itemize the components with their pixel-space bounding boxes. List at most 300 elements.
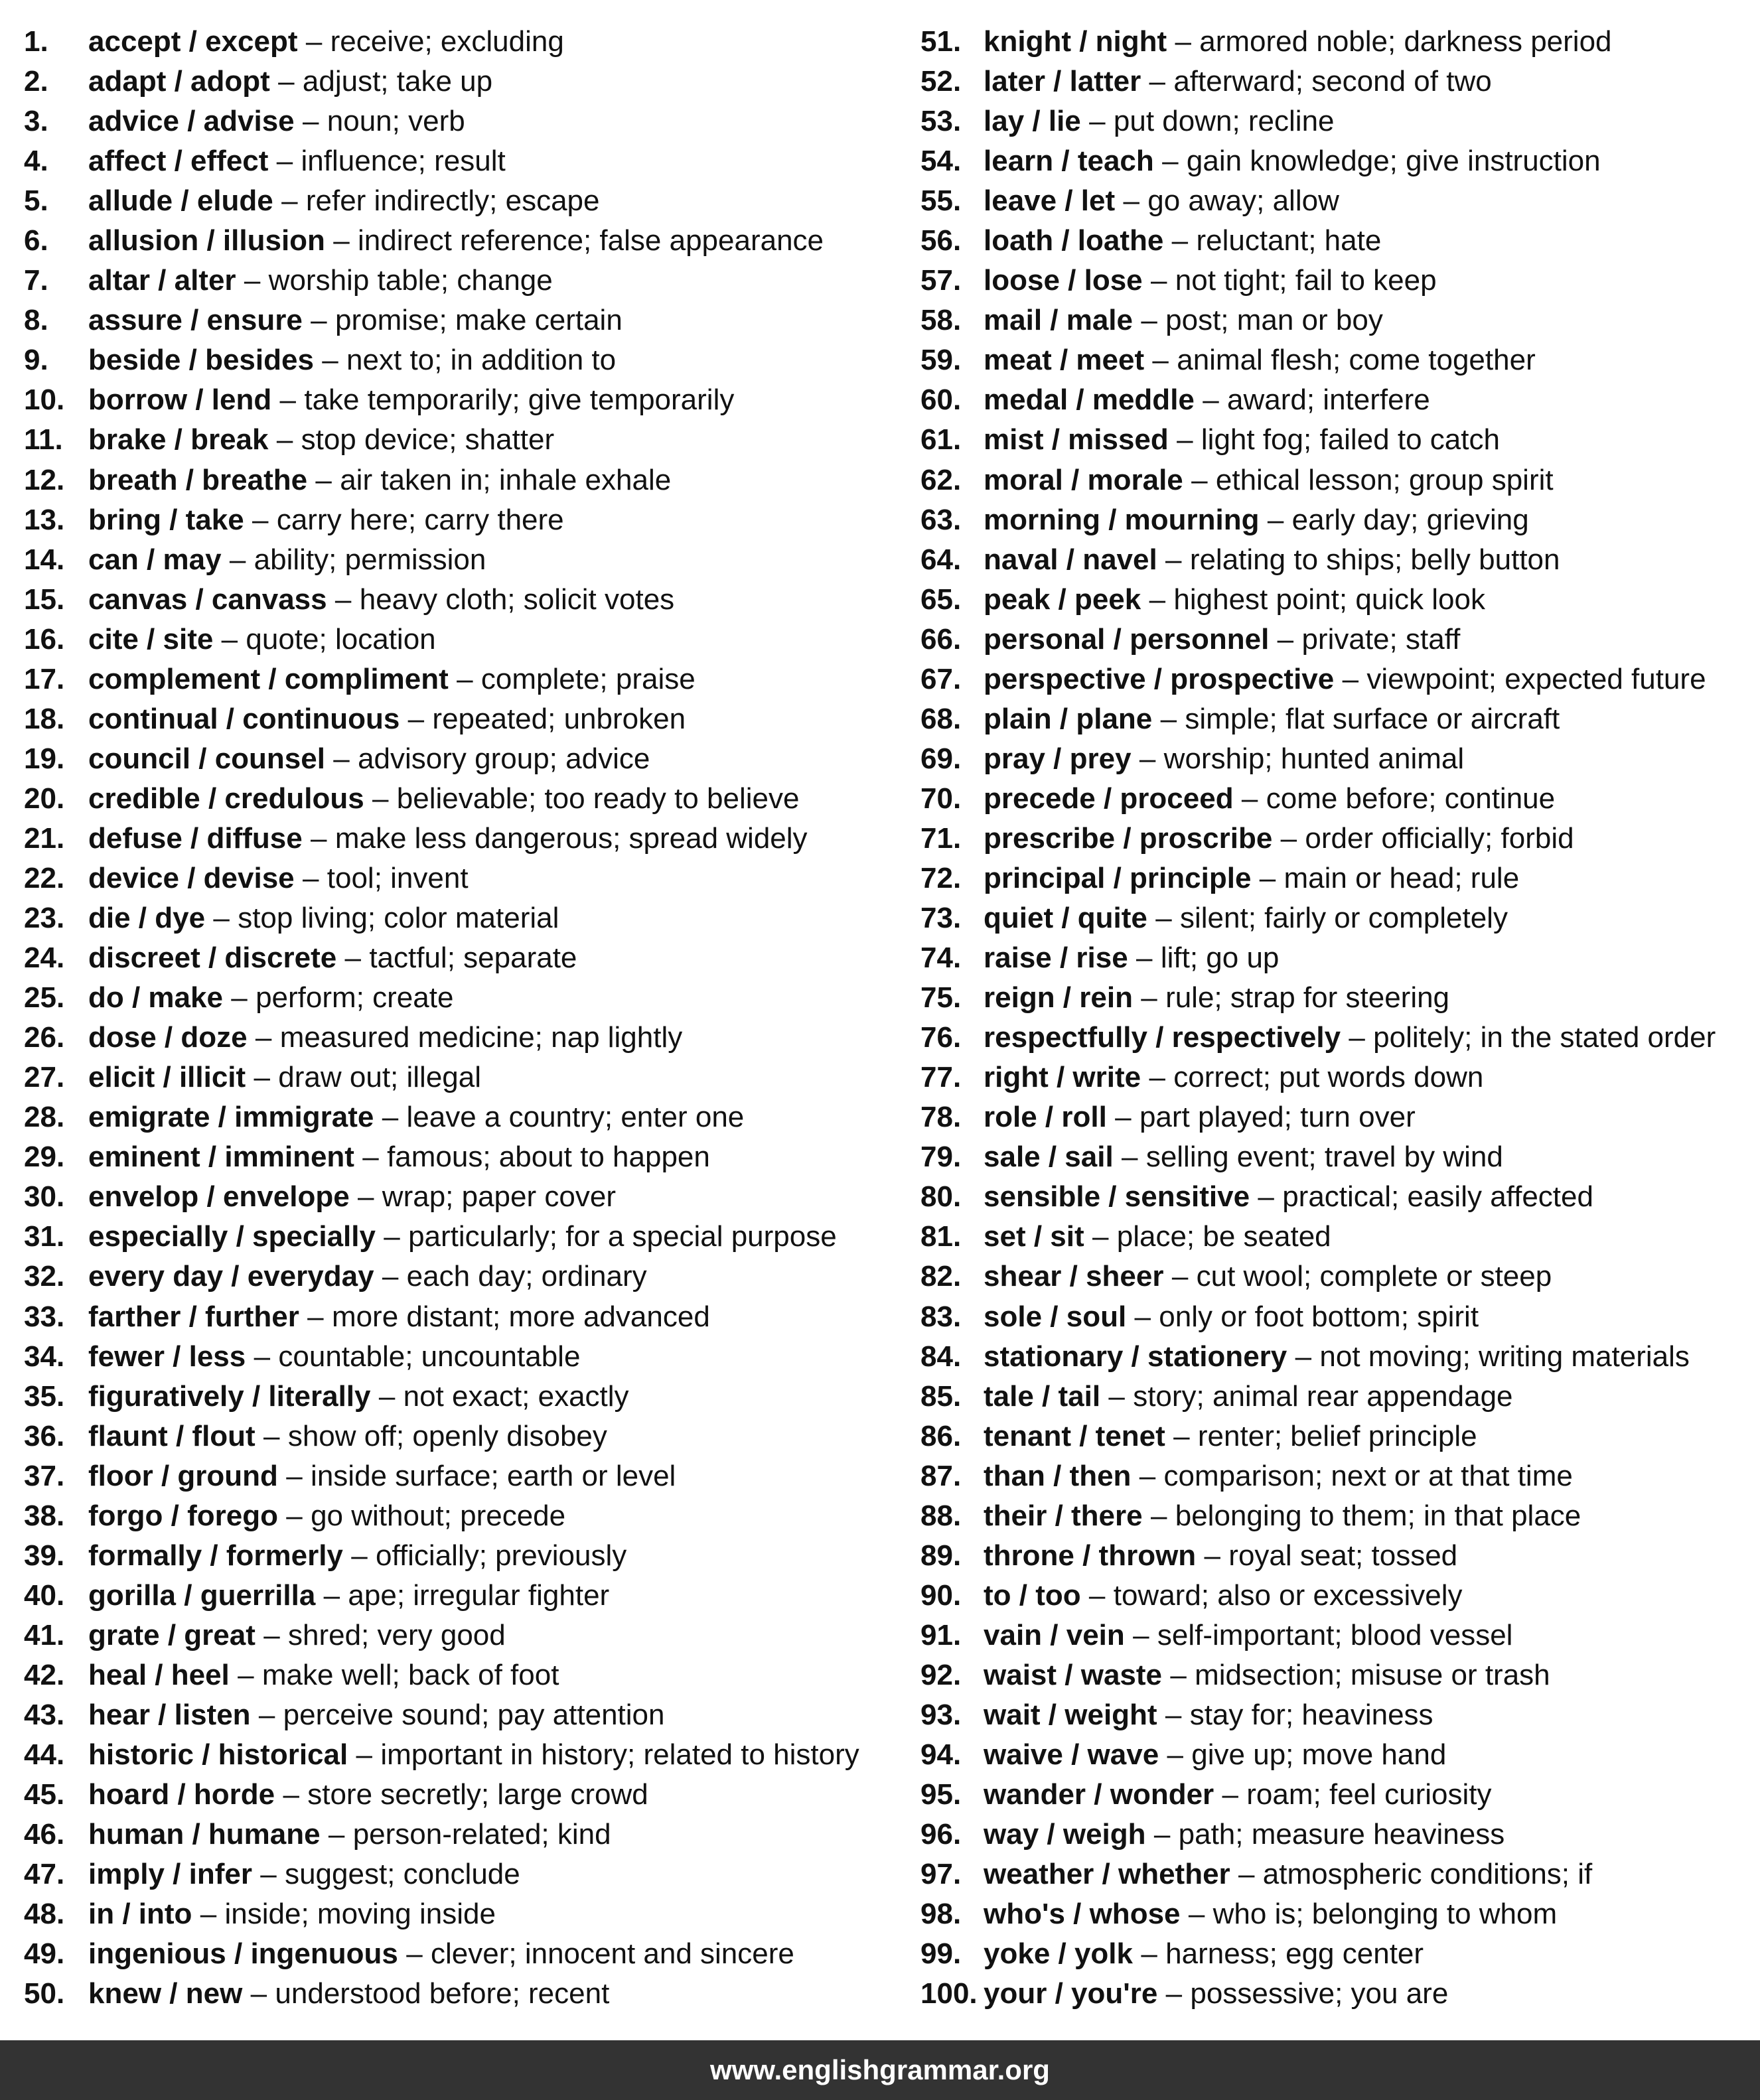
item-number: 90. (920, 1578, 962, 1612)
meaning-text: come before; continue (1266, 782, 1556, 815)
dash-separator: – (1092, 1220, 1109, 1253)
word-pair: gorilla / guerrilla (88, 1578, 316, 1612)
word-pair: advice / advise (88, 105, 295, 138)
dash-separator: – (1349, 1021, 1365, 1054)
word-pair: tenant / tenet (984, 1419, 1165, 1452)
dash-separator: – (311, 304, 327, 337)
list-item (24, 102, 900, 141)
dash-separator: – (334, 583, 352, 616)
item-number: 35. (24, 1379, 65, 1413)
meaning-text: ability; permission (254, 543, 486, 576)
word-pair: hear / listen (88, 1698, 251, 1731)
dash-separator: – (333, 224, 350, 257)
word-pair: can / may (88, 543, 222, 576)
item-number: 46. (24, 1818, 65, 1851)
meaning-text: stop living; color material (238, 902, 559, 935)
item-number: 81. (920, 1220, 962, 1253)
list-item (920, 1177, 1760, 1217)
item-number: 48. (24, 1898, 65, 1931)
list-item (920, 580, 1760, 620)
dash-separator: – (1141, 981, 1157, 1015)
list-item (920, 1297, 1760, 1337)
item-number: 2. (24, 65, 48, 98)
dash-separator: – (229, 543, 246, 576)
dash-separator: – (1188, 1898, 1205, 1931)
item-number: 9. (24, 344, 48, 377)
item-number: 41. (24, 1618, 65, 1651)
word-pair: medal / meddle (984, 384, 1195, 417)
dash-separator: – (276, 145, 293, 178)
item-number: 58. (920, 304, 962, 337)
list-item (24, 1377, 900, 1417)
dash-separator: – (1136, 942, 1153, 975)
word-pair: pray / prey (984, 742, 1132, 775)
dash-separator: – (1160, 702, 1177, 735)
dash-separator: – (384, 1220, 400, 1253)
list-item (920, 1456, 1760, 1496)
dash-separator: – (279, 384, 297, 417)
list-item (920, 102, 1760, 141)
item-number: 27. (24, 1061, 65, 1094)
item-number: 71. (920, 821, 962, 855)
word-pair: weather / whether (984, 1858, 1230, 1891)
item-number: 73. (920, 902, 962, 935)
dash-separator: – (378, 1379, 396, 1413)
word-pair: yoke / yolk (984, 1937, 1134, 1971)
meaning-text: order officially; forbid (1305, 821, 1574, 855)
item-number: 66. (920, 622, 962, 656)
list-item (24, 1257, 900, 1296)
dash-separator: – (255, 1021, 272, 1054)
dash-separator: – (351, 1539, 368, 1572)
meaning-text: belonging to them; in that place (1175, 1499, 1581, 1532)
meaning-text: private; staff (1301, 622, 1461, 656)
list-item (24, 1894, 900, 1934)
meaning-text: go away; allow (1147, 184, 1339, 218)
word-pair: do / make (88, 981, 223, 1015)
dash-separator: – (382, 1101, 399, 1134)
meaning-text: refer indirectly; escape (305, 184, 600, 218)
list-item (920, 978, 1760, 1018)
list-item (24, 1775, 900, 1815)
list-item (24, 1616, 900, 1655)
dash-separator: – (1222, 1778, 1238, 1811)
meaning-text: noun; verb (327, 105, 465, 138)
list-item (920, 1735, 1760, 1775)
list-item (24, 1177, 900, 1217)
dash-separator: – (1115, 1101, 1132, 1134)
word-pair: shear / sheer (984, 1260, 1164, 1293)
dash-separator: – (231, 981, 248, 1015)
word-pair: naval / navel (984, 543, 1157, 576)
list-item (24, 580, 900, 620)
dash-separator: – (1108, 1379, 1125, 1413)
meaning-text: adjust; take up (302, 65, 493, 98)
dash-separator: – (362, 1141, 379, 1174)
dash-separator: – (200, 1898, 217, 1931)
word-pair: allude / elude (88, 184, 273, 218)
item-number: 55. (920, 184, 962, 218)
word-pair: formally / formerly (88, 1539, 343, 1572)
meaning-text: make less dangerous; spread widely (334, 821, 808, 855)
list-item (24, 1934, 900, 1974)
list-item (24, 500, 900, 540)
item-number: 11. (24, 423, 63, 456)
item-number: 14. (24, 543, 65, 576)
word-pair: emigrate / immigrate (88, 1101, 374, 1134)
item-number: 59. (920, 344, 962, 377)
meaning-text: perceive sound; pay attention (283, 1698, 665, 1731)
dash-separator: – (1162, 145, 1179, 178)
dash-separator: – (457, 662, 473, 695)
list-item (920, 1097, 1760, 1137)
dash-separator: – (1177, 423, 1193, 456)
list-item (24, 898, 900, 938)
word-pair: principal / principle (984, 862, 1252, 894)
item-number: 89. (920, 1539, 962, 1572)
meaning-text: early day; grieving (1291, 503, 1529, 536)
list-item (24, 1536, 900, 1576)
meaning-text: atmospheric conditions; if (1262, 1858, 1593, 1891)
item-number: 6. (24, 224, 48, 257)
word-pair: sole / soul (984, 1300, 1127, 1333)
list-item (24, 261, 900, 301)
word-pair: personal / personnel (984, 622, 1270, 656)
word-pair: loose / lose (984, 264, 1143, 297)
dash-separator: – (307, 1300, 324, 1333)
word-pair: moral / morale (984, 463, 1183, 496)
word-pair: human / humane (88, 1818, 321, 1851)
list-item (24, 1217, 900, 1257)
dash-separator: – (358, 1180, 374, 1214)
list-item (920, 340, 1760, 380)
dash-separator: – (1139, 742, 1156, 775)
dash-separator: – (333, 742, 350, 775)
meaning-text: repeated; unbroken (432, 702, 686, 735)
list-item (920, 1855, 1760, 1894)
item-number: 52. (920, 65, 962, 98)
item-number: 72. (920, 862, 962, 894)
meaning-text: give up; move hand (1191, 1738, 1447, 1772)
word-pair: ingenious / ingenuous (88, 1937, 398, 1971)
dash-separator: – (1171, 224, 1189, 257)
list-item (920, 620, 1760, 660)
word-pair: right / write (984, 1061, 1141, 1094)
word-pair: die / dye (88, 902, 206, 935)
dash-separator: – (1171, 1260, 1189, 1293)
word-pair: throne / thrown (984, 1539, 1197, 1572)
meaning-text: ethical lesson; group spirit (1215, 463, 1554, 496)
meaning-text: receive; excluding (330, 25, 564, 58)
meaning-text: silent; fairly or completely (1180, 902, 1508, 935)
word-pair: discreet / discrete (88, 942, 337, 975)
meaning-text: who is; belonging to whom (1212, 1898, 1558, 1931)
word-pair: prescribe / proscribe (984, 821, 1273, 855)
word-pair: breath / breathe (88, 463, 308, 496)
word-pair: reign / rein (984, 981, 1133, 1015)
item-number: 67. (920, 662, 962, 695)
meaning-text: measured medicine; nap lightly (279, 1021, 683, 1054)
dash-separator: – (322, 344, 338, 377)
list-item (920, 1496, 1760, 1536)
word-pair: lay / lie (984, 105, 1081, 138)
dash-separator: – (1165, 1977, 1183, 2010)
list-item (24, 1855, 900, 1894)
item-number: 20. (24, 782, 65, 815)
word-pair: raise / rise (984, 942, 1128, 975)
item-number: 92. (920, 1658, 962, 1691)
dash-separator: – (252, 503, 269, 536)
item-number: 79. (920, 1141, 962, 1174)
dash-separator: – (286, 1499, 303, 1532)
dash-separator: – (1203, 384, 1219, 417)
list-item (24, 141, 900, 181)
item-number: 44. (24, 1738, 65, 1772)
word-pair: brake / break (88, 423, 269, 456)
dash-separator: – (1277, 622, 1294, 656)
word-pair: eminent / imminent (88, 1141, 354, 1174)
dash-separator: – (1165, 1698, 1182, 1731)
meaning-text: armored noble; darkness period (1199, 25, 1612, 58)
footer-url[interactable]: www.englishgrammar.org (710, 2054, 1050, 2085)
dash-separator: – (328, 1818, 345, 1851)
list-item (24, 739, 900, 779)
list-item (24, 779, 900, 819)
meaning-text: believable; too ready to believe (396, 782, 800, 815)
list-item (920, 301, 1760, 340)
word-pair: bring / take (88, 503, 244, 536)
meaning-text: perform; create (256, 981, 454, 1015)
word-pair: loath / loathe (984, 224, 1164, 257)
meaning-text: light fog; failed to catch (1201, 423, 1500, 456)
meaning-text: shred; very good (287, 1618, 506, 1651)
list-item (920, 1137, 1760, 1177)
meaning-text: not tight; fail to keep (1175, 264, 1437, 297)
dash-separator: – (286, 1459, 303, 1492)
item-number: 64. (920, 543, 962, 576)
dash-separator: – (302, 105, 319, 138)
list-item (24, 62, 900, 102)
list-item (24, 1735, 900, 1775)
dash-separator: – (276, 423, 293, 456)
meaning-text: gain knowledge; give instruction (1186, 145, 1601, 178)
item-number: 62. (920, 463, 962, 496)
item-number: 33. (24, 1300, 65, 1333)
dash-separator: – (1280, 821, 1297, 855)
item-number: 34. (24, 1340, 65, 1373)
item-number: 29. (24, 1141, 65, 1174)
word-pair: complement / compliment (88, 662, 449, 695)
meaning-text: roam; feel curiosity (1246, 1778, 1492, 1811)
dash-separator: – (1089, 105, 1106, 138)
item-number: 63. (920, 503, 962, 536)
meaning-text: cut wool; complete or steep (1196, 1260, 1552, 1293)
dash-separator: – (1139, 1459, 1156, 1492)
footer-bar (0, 2040, 1760, 2100)
meaning-text: afterward; second of two (1173, 65, 1492, 98)
word-pair: wander / wonder (984, 1778, 1214, 1811)
dash-separator: – (1295, 1340, 1312, 1373)
list-item (920, 938, 1760, 978)
word-pair: historic / historical (88, 1738, 348, 1772)
list-item (920, 1536, 1760, 1576)
item-number: 1. (24, 25, 48, 58)
dash-separator: – (278, 65, 295, 98)
list-item (920, 22, 1760, 62)
word-pair: respectfully / respectively (984, 1021, 1341, 1054)
word-pair: mist / missed (984, 423, 1169, 456)
word-pair: waive / wave (984, 1738, 1159, 1772)
item-number: 19. (24, 742, 65, 775)
meaning-text: animal flesh; come together (1177, 344, 1536, 377)
meaning-text: award; interfere (1227, 384, 1430, 417)
item-number: 13. (24, 503, 65, 536)
dash-separator: – (356, 1738, 373, 1772)
word-pair: device / devise (88, 862, 295, 894)
item-number: 49. (24, 1937, 65, 1971)
dash-separator: – (323, 1578, 340, 1612)
item-number: 45. (24, 1778, 65, 1811)
list-item (24, 699, 900, 739)
dash-separator: – (305, 25, 323, 58)
word-pair: dose / doze (88, 1021, 248, 1054)
word-pair: stationary / stationery (984, 1340, 1287, 1373)
dash-separator: – (382, 1260, 399, 1293)
list-item (920, 1695, 1760, 1735)
dash-separator: – (1259, 862, 1276, 894)
item-number: 74. (920, 942, 962, 975)
word-pair: vain / vein (984, 1618, 1125, 1651)
meaning-text: air taken in; inhale exhale (340, 463, 672, 496)
dash-separator: – (260, 1858, 277, 1891)
list-item (920, 1257, 1760, 1296)
word-pair: waist / waste (984, 1658, 1163, 1691)
dash-separator: – (258, 1698, 275, 1731)
word-pair: your / you're (984, 1977, 1158, 2010)
item-number: 97. (920, 1858, 962, 1891)
list-item (920, 181, 1760, 221)
meaning-text: next to; in addition to (346, 344, 617, 377)
meaning-text: politely; in the stated order (1373, 1021, 1716, 1054)
item-number: 54. (920, 145, 962, 178)
meaning-text: promise; make certain (334, 304, 623, 337)
dash-separator: – (1167, 1738, 1183, 1772)
list-item (24, 420, 900, 460)
meaning-text: viewpoint; expected future (1366, 662, 1706, 695)
item-number: 4. (24, 145, 48, 178)
dash-separator: – (1165, 543, 1182, 576)
meaning-text: person-related; kind (352, 1818, 611, 1851)
dash-separator: – (1238, 1858, 1255, 1891)
list-item (920, 1417, 1760, 1456)
dash-separator: – (302, 862, 319, 894)
meaning-text: advisory group; advice (358, 742, 650, 775)
item-number: 22. (24, 862, 65, 894)
word-pair: credible / credulous (88, 782, 364, 815)
meaning-text: selling event; travel by wind (1145, 1141, 1503, 1174)
item-number: 8. (24, 304, 48, 337)
list-item (24, 1655, 900, 1695)
item-number: 82. (920, 1260, 962, 1293)
meaning-text: post; man or boy (1165, 304, 1383, 337)
list-item (920, 1974, 1760, 2014)
meaning-text: main or head; rule (1283, 862, 1520, 894)
meaning-text: correct; put words down (1173, 1061, 1484, 1094)
word-pair: knight / night (984, 25, 1167, 58)
word-pair: farther / further (88, 1300, 299, 1333)
item-number: 68. (920, 702, 962, 735)
item-number: 40. (24, 1578, 65, 1612)
item-number: 98. (920, 1898, 962, 1931)
word-pair: envelop / envelope (88, 1180, 350, 1214)
list-item (920, 779, 1760, 819)
item-number: 80. (920, 1180, 962, 1214)
list-item (920, 1337, 1760, 1377)
meaning-text: royal seat; tossed (1228, 1539, 1458, 1572)
dash-separator: – (1258, 1180, 1274, 1214)
meaning-text: draw out; illegal (278, 1061, 482, 1094)
meaning-text: tactful; separate (369, 942, 577, 975)
meaning-text: toward; also or excessively (1113, 1578, 1463, 1612)
list-item (920, 1058, 1760, 1097)
word-pair: especially / specially (88, 1220, 376, 1253)
dash-separator: – (1134, 1300, 1151, 1333)
list-item (920, 1775, 1760, 1815)
item-number: 50. (24, 1977, 65, 2010)
dash-separator: – (281, 184, 298, 218)
word-pair: role / roll (984, 1101, 1107, 1134)
item-number: 94. (920, 1738, 962, 1772)
item-number: 75. (920, 981, 962, 1015)
word-pair: imply / infer (88, 1858, 252, 1891)
meaning-text: wrap; paper cover (382, 1180, 616, 1214)
meaning-text: make well; back of foot (261, 1658, 559, 1691)
right-column (920, 22, 1760, 2014)
item-number: 87. (920, 1459, 962, 1492)
list-item (24, 620, 900, 660)
dash-separator: – (1149, 1061, 1165, 1094)
dash-separator: – (1123, 184, 1139, 218)
list-item (24, 1097, 900, 1137)
list-item (24, 859, 900, 898)
dash-separator: – (1133, 1618, 1149, 1651)
meaning-text: each day; ordinary (406, 1260, 647, 1293)
dash-separator: – (221, 622, 238, 656)
dash-separator: – (244, 264, 261, 297)
word-pair: figuratively / literally (88, 1379, 371, 1413)
list-item (24, 540, 900, 580)
word-pair: peak / peek (984, 583, 1141, 616)
meaning-text: not exact; exactly (403, 1379, 629, 1413)
dash-separator: – (1173, 1419, 1190, 1452)
meaning-text: highest point; quick look (1173, 583, 1486, 616)
list-item (920, 460, 1760, 500)
item-number: 17. (24, 662, 65, 695)
word-pair: canvas / canvass (88, 583, 327, 616)
list-item (920, 1894, 1760, 1934)
meaning-text: clever; innocent and sincere (431, 1937, 794, 1971)
list-item (920, 739, 1760, 779)
meaning-text: take temporarily; give temporarily (304, 384, 735, 417)
meaning-text: path; measure heaviness (1178, 1818, 1505, 1851)
word-pair: later / latter (984, 65, 1141, 98)
meaning-text: leave a country; enter one (406, 1101, 745, 1134)
list-item (24, 1297, 900, 1337)
item-number: 24. (24, 942, 65, 975)
item-number: 69. (920, 742, 962, 775)
list-item (24, 978, 900, 1018)
item-number: 21. (24, 821, 65, 855)
